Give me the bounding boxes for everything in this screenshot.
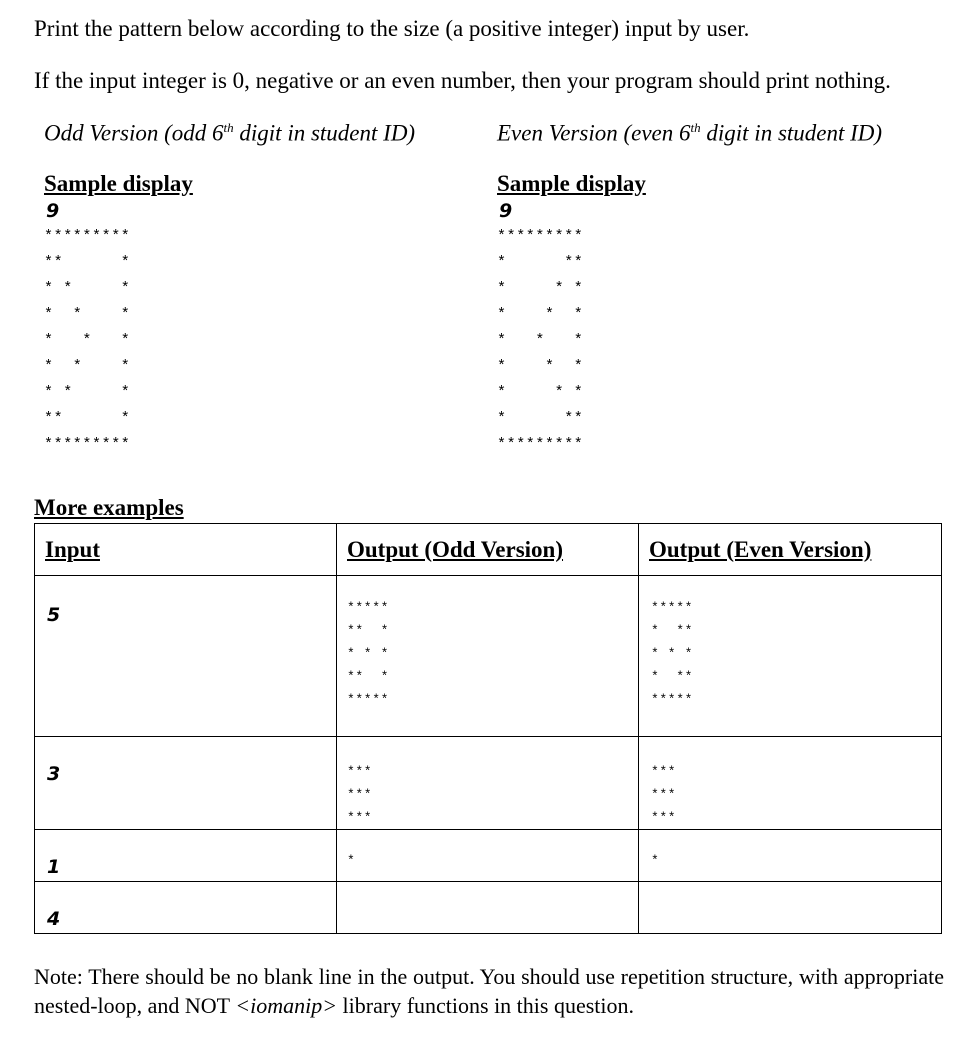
pattern-row: * * * [44, 280, 131, 297]
pattern-row: * * * [497, 280, 584, 297]
odd-sample-input: 9 [46, 200, 60, 222]
pattern-row: ***** [347, 600, 390, 615]
pattern-row: *** [651, 764, 677, 779]
pattern-row: * [347, 853, 356, 868]
pattern-row: * * * [497, 332, 584, 349]
pattern-row: * * * [497, 306, 584, 323]
pattern-row: ***** [347, 692, 390, 707]
pattern-row: * ** [497, 410, 584, 427]
even-output [651, 596, 941, 711]
examples-table [34, 523, 942, 934]
input-value: 1 [47, 856, 61, 878]
odd-version-title: Odd Version (odd 6th digit in student ID) [44, 120, 416, 146]
table-row [35, 576, 942, 737]
pattern-row: * * * [347, 646, 390, 661]
pattern-row: * * * [497, 358, 584, 375]
pattern-row: * * * [44, 332, 131, 349]
pattern-row: * * * [44, 306, 131, 323]
pattern-row: * [651, 853, 660, 868]
odd-sample-label: Sample display [44, 171, 193, 196]
header-odd-output: Output (Odd Version) [337, 524, 639, 576]
input-value: 5 [47, 604, 61, 626]
pattern-row: * * * [44, 358, 131, 375]
intro-line-2: If the input integer is 0, negative or an even number, then your program should print nothing. [34, 68, 891, 93]
note: Note: There should be no blank line in the output. You should use repetition structure, with appropriate nested-loop, and NOT <iomanip> library functions in this question. [34, 964, 944, 1018]
table-row [35, 830, 942, 882]
intro-line-1: Print the pattern below according to the size (a positive integer) input by user. [34, 16, 750, 41]
pattern-row: ** * [44, 254, 131, 271]
header-input: Input [35, 524, 337, 576]
header-even-output: Output (Even Version) [639, 524, 942, 576]
table-row [35, 737, 942, 830]
even-version-title: Even Version (even 6th digit in student ID) [497, 120, 883, 146]
input-value: 3 [47, 763, 61, 785]
odd-output [347, 849, 638, 872]
more-examples-heading: More examples [34, 495, 184, 520]
pattern-row: *** [347, 787, 373, 802]
pattern-row: *** [651, 810, 677, 825]
pattern-row: ** * [44, 410, 131, 427]
pattern-row: ** * [347, 623, 390, 638]
iomanip-library: <iomanip> [235, 993, 338, 1018]
even-sample-input: 9 [499, 200, 513, 222]
pattern-row: *** [347, 810, 373, 825]
pattern-row: ********* [497, 228, 584, 245]
pattern-row: ********* [497, 436, 584, 453]
input-value: 4 [47, 908, 61, 930]
pattern-row: *** [651, 787, 677, 802]
pattern-row: *** [347, 764, 373, 779]
pattern-row: ***** [651, 692, 694, 707]
table-row [35, 882, 942, 934]
odd-output [337, 882, 639, 934]
pattern-row: ** * [347, 669, 390, 684]
pattern-row: ********* [44, 228, 131, 245]
odd-output [347, 760, 638, 829]
pattern-row: * ** [651, 669, 694, 684]
pattern-row: ***** [651, 600, 694, 615]
even-output [639, 882, 942, 934]
even-sample-pattern [497, 224, 583, 458]
odd-sample-pattern [44, 224, 130, 458]
pattern-row: * * * [44, 384, 131, 401]
pattern-row: * ** [497, 254, 584, 271]
even-output [651, 849, 941, 872]
pattern-row: * * * [651, 646, 694, 661]
even-output [651, 760, 941, 829]
pattern-row: * ** [651, 623, 694, 638]
pattern-row: ********* [44, 436, 131, 453]
pattern-row: * * * [497, 384, 584, 401]
odd-output [347, 596, 638, 711]
even-sample-label: Sample display [497, 171, 646, 196]
